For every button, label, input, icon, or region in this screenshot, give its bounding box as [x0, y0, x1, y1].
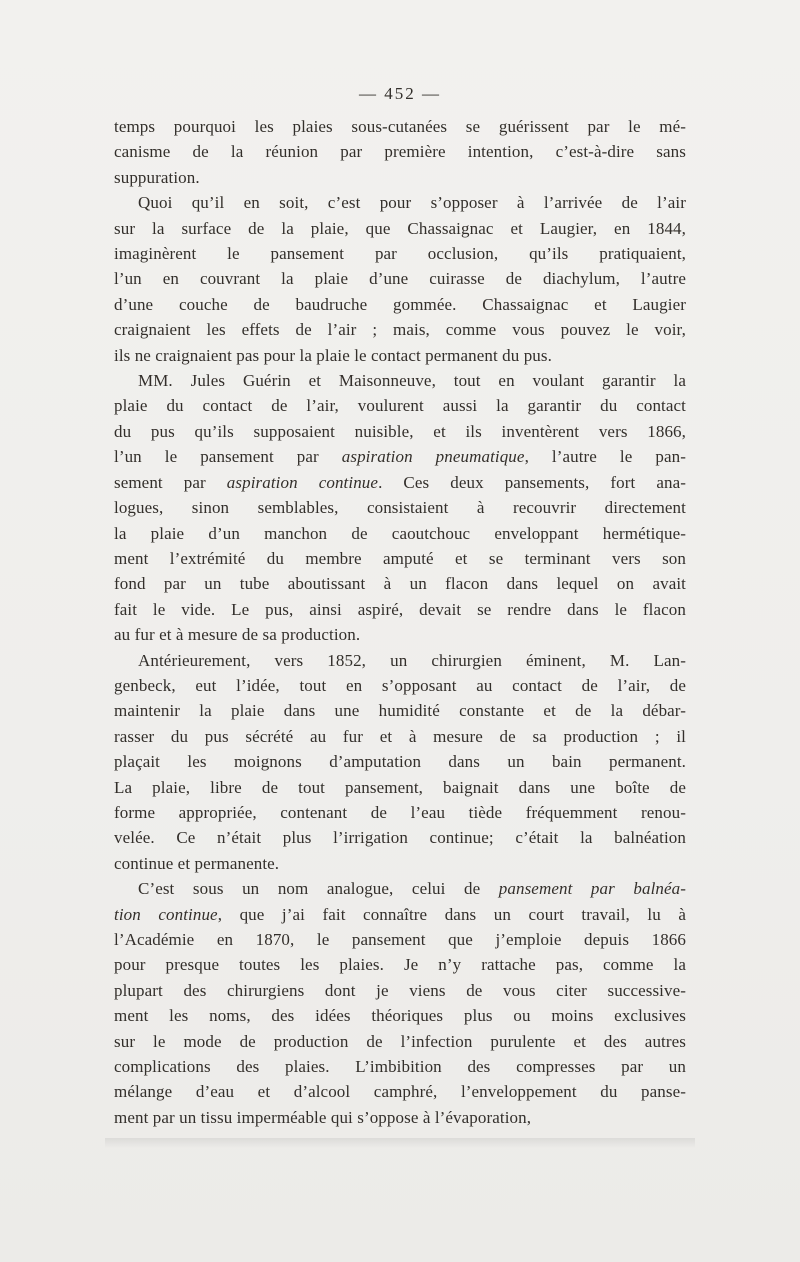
paragraph [114, 368, 686, 647]
text-line: fait le vide. Le pus, ainsi aspiré, devait se rendre dans le flacon [114, 599, 686, 619]
text-line: pour presque toutes les plaies. Je n’y rattache pas, comme la [114, 955, 686, 975]
text-line: canisme de la réunion par première intention, c’est-à-dire sans [114, 142, 686, 162]
text-line: sur la surface de la plaie, que Chassaignac et Laugier, en 1844, [114, 218, 686, 238]
text-line: ils ne craignaient pas pour la plaie le contact permanent du pus. [114, 345, 552, 365]
text-line: d’une couche de baudruche gommée. Chassaignac et Laugier [114, 294, 686, 314]
page-number: — 452 — [359, 84, 441, 103]
paragraph [114, 114, 686, 190]
text-line: continue et permanente. [114, 853, 280, 873]
paragraph [114, 876, 686, 1130]
text-line: logues, sinon semblables, consistaient à recouvrir directement [114, 498, 686, 518]
text-line: tion continue, que j’ai fait connaître dans un court travail, lu à [114, 904, 686, 924]
text-line: Quoi qu’il en soit, c’est pour s’opposer à l’arrivée de l’air [138, 193, 686, 213]
text-line: sement par aspiration continue. Ces deux pansements, fort ana- [114, 472, 686, 492]
text-line: l’un le pansement par aspiration pneumatique, l’autre le pan- [114, 447, 686, 467]
paragraph [114, 648, 686, 877]
text-line: ment par un tissu imperméable qui s’oppose à l’évaporation, [114, 1107, 532, 1127]
text-line: C’est sous un nom analogue, celui de pansement par balnéa- [138, 879, 687, 899]
text-line: MM. Jules Guérin et Maisonneuve, tout en voulant garantir la [138, 371, 686, 391]
text-line: maintenir la plaie dans une humidité constante et de la débar- [114, 701, 686, 721]
text-line: forme appropriée, contenant de l’eau tiède fréquemment renou- [114, 802, 686, 822]
text-line: la plaie d’un manchon de caoutchouc enveloppant hermétique- [114, 523, 686, 543]
text-line: ment l’extrémité du membre amputé et se terminant vers son [114, 548, 686, 568]
text-line: du pus qu’ils supposaient nuisible, et ils inventèrent vers 1866, [114, 421, 686, 441]
text-line: ment les noms, des idées théoriques plus ou moins exclusives [114, 1006, 686, 1026]
text-line: sur le mode de production de l’infection purulente et des autres [114, 1031, 686, 1051]
text-line: complications des plaies. L’imbibition des compresses par un [114, 1057, 686, 1077]
paragraph [114, 190, 686, 368]
text-block [114, 114, 686, 1130]
text-line: l’un en couvrant la plaie d’une cuirasse de diachylum, l’autre [114, 269, 686, 289]
text-line: plaie du contact de l’air, voulurent aussi la garantir du contact [114, 396, 686, 416]
text-line: plupart des chirurgiens dont je viens de vous citer successive- [114, 980, 686, 1000]
text-line: mélange d’eau et d’alcool camphré, l’enveloppement du panse- [114, 1082, 686, 1102]
text-line: au fur et à mesure de sa production. [114, 625, 361, 645]
text-line: l’Académie en 1870, le pansement que j’emploie depuis 1866 [114, 930, 686, 949]
text-line: plaçait les moignons d’amputation dans un bain permanent. [114, 752, 686, 772]
text-line: Antérieurement, vers 1852, un chirurgien éminent, M. Lan- [138, 650, 686, 670]
text-line: temps pourquoi les plaies sous-cutanées se guérissent par le mé- [114, 117, 686, 136]
text-line: fond par un tube aboutissant à un flacon dans lequel on avait [114, 574, 686, 594]
text-line: rasser du pus sécrété au fur et à mesure de sa production ; il [114, 726, 686, 746]
text-line: La plaie, libre de tout pansement, baignait dans une boîte de [114, 777, 686, 797]
text-line: craignaient les effets de l’air ; mais, comme vous pouvez le voir, [114, 320, 686, 340]
text-line: velée. Ce n’était plus l’irrigation continue; c’était la balnéation [114, 828, 686, 848]
text-line: suppuration. [114, 167, 200, 187]
text-line: imaginèrent le pansement par occlusion, qu’ils pratiquaient, [114, 244, 686, 264]
text-line: genbeck, eut l’idée, tout en s’opposant au contact de l’air, de [114, 675, 686, 695]
